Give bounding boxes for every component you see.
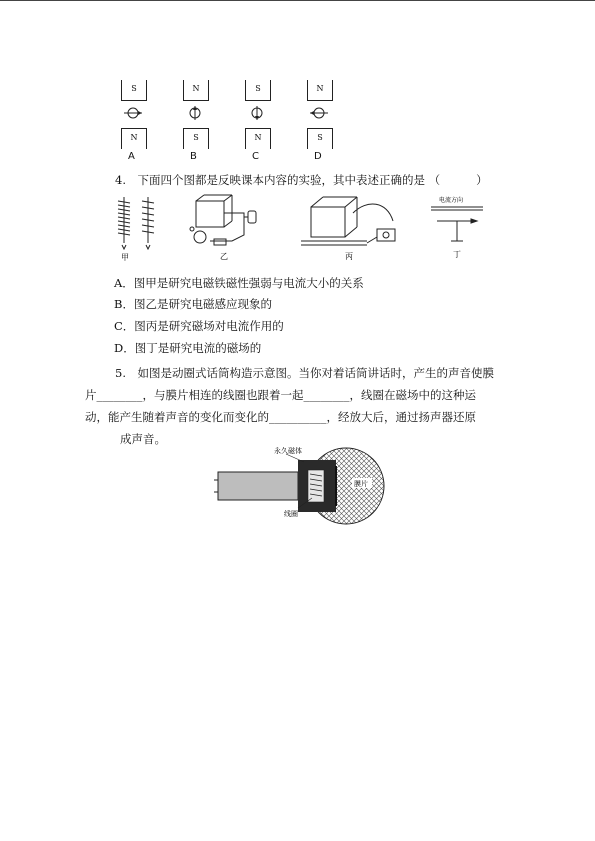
q4-option-a[interactable]: A．图甲是研究电磁铁磁性强弱与电流大小的关系 [114, 276, 364, 290]
fig-label-ding: 丁 [453, 250, 461, 259]
q4-figures [112, 193, 482, 263]
magnet-top-pole: N [307, 80, 333, 101]
q3-option-c[interactable] [242, 80, 274, 164]
q4-question-text: 4. 下面四个图都是反映课本内容的实验，其中表述正确的是 [115, 173, 425, 187]
label-permanent-magnet: 永久磁体 [274, 447, 302, 455]
oersted-experiment-icon [427, 193, 487, 261]
option-letter: D [314, 151, 322, 162]
option-letter: B [190, 151, 197, 162]
magnet-bottom-pole: N [245, 128, 271, 149]
page-top-rule [0, 0, 595, 1]
microphone-cross-section-icon [214, 446, 388, 526]
q5-line-4: 成声音。 [120, 432, 166, 446]
fig-label-bing: 丙 [345, 252, 353, 261]
option-letter: A [128, 151, 135, 162]
q3-option-figures [118, 80, 338, 164]
magnet-bottom-pole: S [183, 128, 209, 149]
current-direction-caption: 电流方向 [439, 197, 464, 204]
q5-line-1: 5. 如图是动圈式话筒构造示意图。当你对着话筒讲话时，产生的声音使膜 [115, 366, 494, 380]
magnet-top-pole: N [183, 80, 209, 101]
label-diaphragm: 膜片 [354, 480, 368, 488]
rail-magnet-apparatus-icon [297, 193, 402, 261]
compass-needle-icon [124, 106, 142, 120]
q4-option-c[interactable]: C．图丙是研究磁场对电流作用的 [114, 319, 284, 333]
fig-label-yi: 乙 [220, 252, 228, 261]
q5-line-3: 动，能产生随着声音的变化而变化的__________，经放大后，通过扬声器还原 [85, 410, 476, 424]
answer-paren-close: ） [476, 173, 488, 187]
option-letter: C [252, 151, 259, 162]
label-coil: 线圈 [284, 510, 298, 518]
figure-bing [297, 193, 402, 261]
magnet-top-pole: S [121, 80, 147, 101]
magnet-top-pole: S [245, 80, 271, 101]
compass-needle-icon [310, 106, 328, 120]
magnet-bottom-pole: N [121, 128, 147, 149]
compass-needle-icon [186, 106, 204, 120]
q5-line-2: 片________，与膜片相连的线圈也跟着一起________，线圈在磁场中的这种运 [85, 388, 476, 402]
q3-option-a[interactable] [118, 80, 150, 164]
q4-option-b[interactable]: B．图乙是研究电磁感应现象的 [114, 297, 272, 311]
q4-question [115, 173, 488, 187]
electromagnet-coils-icon [112, 193, 162, 261]
figure-ding [427, 193, 487, 261]
answer-paren-open: （ [428, 173, 441, 187]
figure-jia [112, 193, 162, 261]
q3-option-b[interactable] [180, 80, 212, 164]
compass-needle-icon [248, 106, 266, 120]
dynamic-microphone-diagram [214, 446, 388, 526]
fig-label-jia: 甲 [121, 253, 129, 261]
q4-option-d[interactable]: D．图丁是研究电流的磁场的 [114, 341, 262, 355]
induction-circuit-icon [182, 193, 272, 261]
magnet-bottom-pole: S [307, 128, 333, 149]
q3-option-d[interactable] [304, 80, 336, 164]
figure-yi [182, 193, 272, 261]
